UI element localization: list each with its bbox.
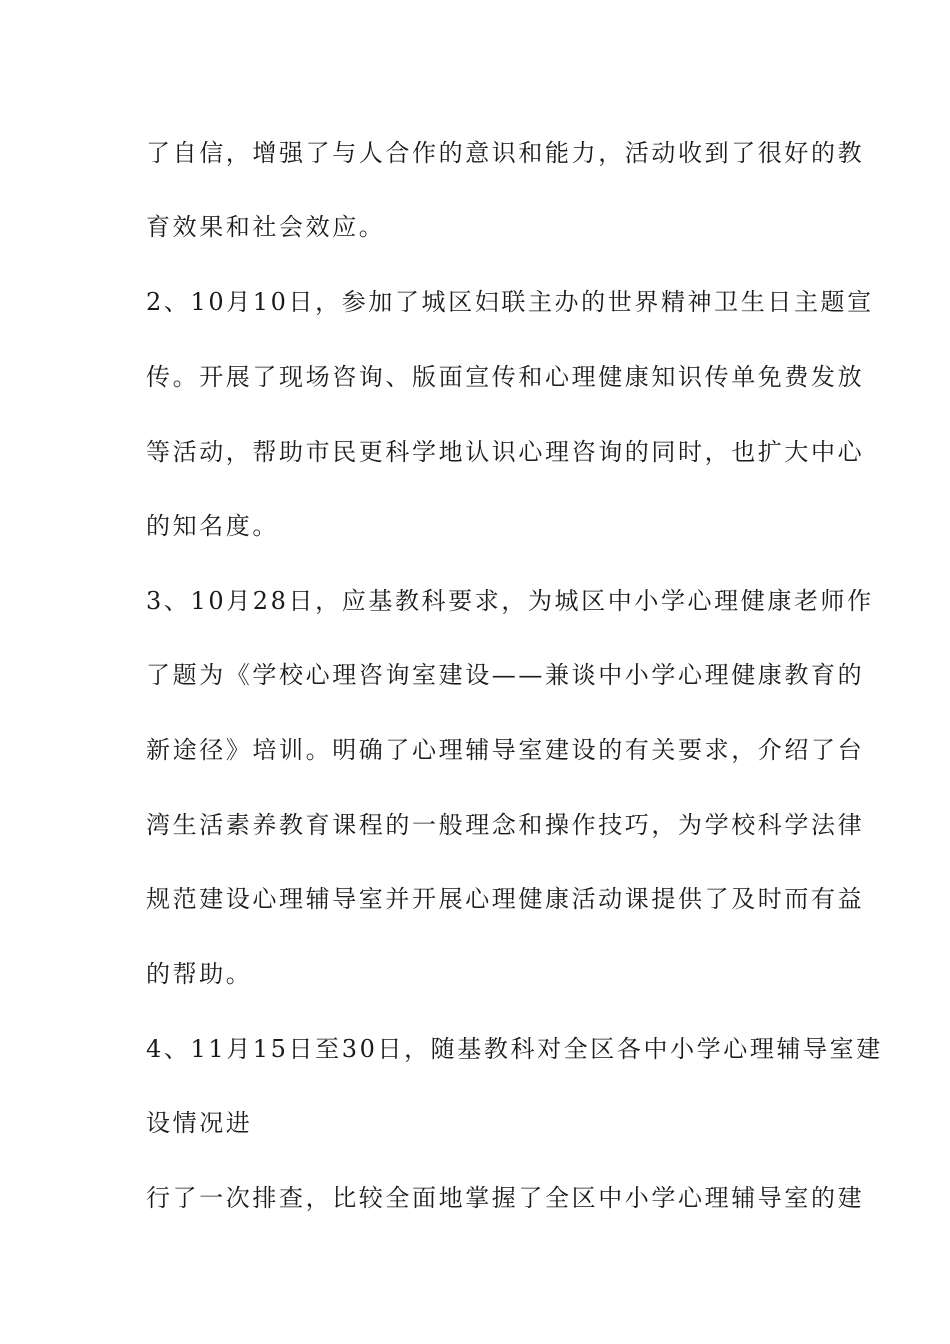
text-line: 设情况进	[146, 1109, 253, 1137]
text-line: 新途径》培训。明确了心理辅导室建设的有关要求，介绍了台	[146, 736, 865, 764]
text-line: 传。开展了现场咨询、版面宣传和心理健康知识传单免费发放	[146, 363, 865, 391]
text-line: 育效果和社会效应。	[146, 213, 386, 241]
text-line: 等活动，帮助市民更科学地认识心理咨询的同时，也扩大中心	[146, 438, 865, 466]
text-line: 4、11月15日至30日，随基教科对全区各中小学心理辅导室建	[146, 1035, 883, 1063]
text-line: 的帮助。	[146, 960, 253, 988]
text-line: 湾生活素养教育课程的一般理念和操作技巧，为学校科学法律	[146, 811, 865, 839]
text-line: 了题为《学校心理咨询室建设——兼谈中小学心理健康教育的	[146, 661, 865, 689]
text-line: 2、10月10日，参加了城区妇联主办的世界精神卫生日主题宣	[146, 288, 874, 316]
text-line: 了自信，增强了与人合作的意识和能力，活动收到了很好的教	[146, 139, 865, 167]
text-line: 行了一次排查，比较全面地掌握了全区中小学心理辅导室的建	[146, 1184, 865, 1212]
text-line: 规范建设心理辅导室并开展心理健康活动课提供了及时而有益	[146, 885, 865, 913]
text-line: 的知名度。	[146, 512, 279, 540]
text-line: 3、10月28日，应基教科要求，为城区中小学心理健康老师作	[146, 587, 874, 615]
